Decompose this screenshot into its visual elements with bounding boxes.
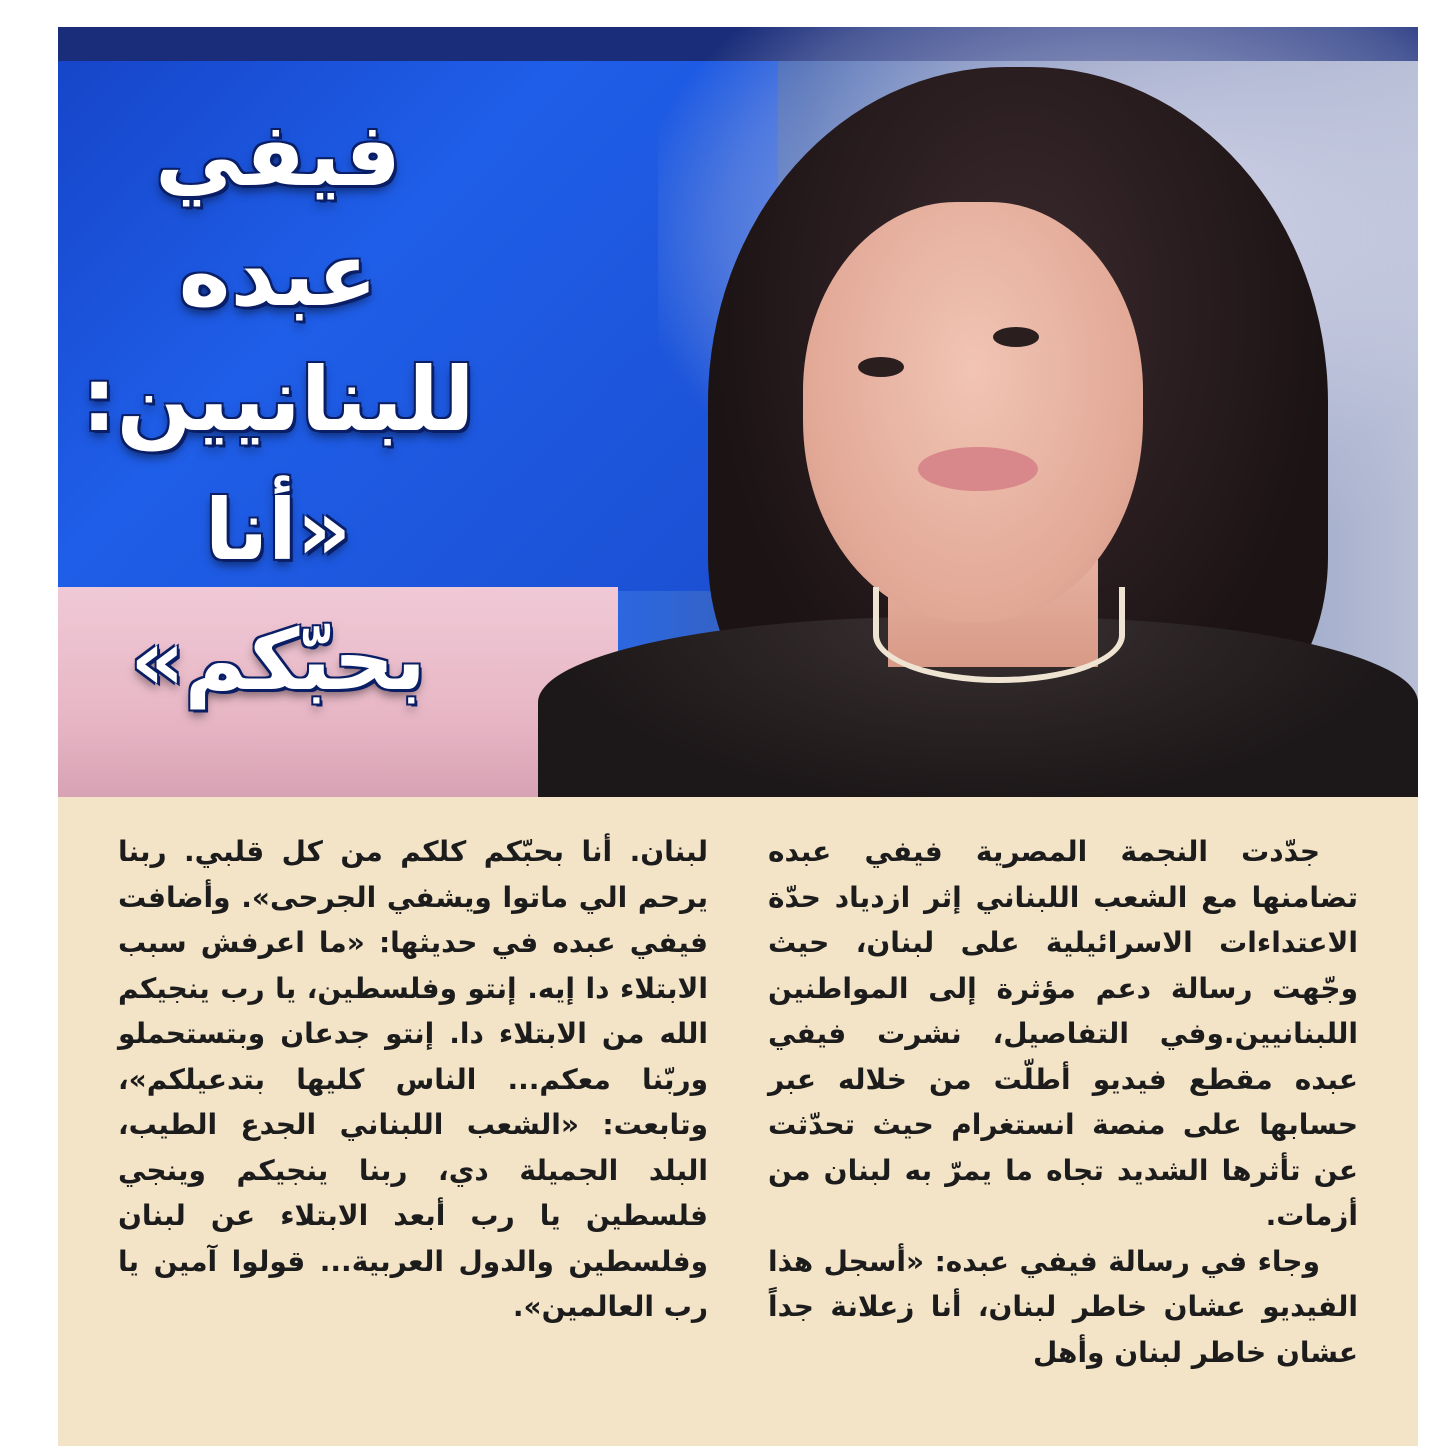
headline-line-2: للبنانيين: bbox=[81, 348, 475, 451]
paragraph-3: لبنان. أنا بحبّكم كلكم من كل قلبي. ربنا يرحم الي ماتوا ويشفي الجرحى». وأضافت فيفي عبده في حديثها: «ما اعرفش سبب الابتلاء دا إيه. إنتو وفلسطين، يا رب ينجيكم الله من الابتلاء دا. إنتو جدعان وبتستحملو وربّنا معكم... الناس كليها بتدعيلكم»، وتابعت: «الشعب اللبناني الجدع الطيب، البلد الجميلة دي، ربنا ينجيكم وينجي فلسطين يا رب أبعد الابتلاء عن لبنان وفلسطين والدول العربية... قولوا آمين يا رب العالمين». bbox=[118, 835, 708, 1323]
paragraph-2: وجاء في رسالة فيفي عبده: «أسجل هذا الفيديو عشان خاطر لبنان، أنا زعلانة جداً عشان خاطر لبنان وأهل bbox=[768, 1244, 1358, 1369]
headline bbox=[68, 95, 488, 725]
lips-shape bbox=[918, 447, 1038, 491]
face-shape bbox=[803, 202, 1143, 622]
necklace-shape bbox=[873, 587, 1125, 683]
article-column-left bbox=[118, 829, 708, 1330]
left-eye bbox=[858, 357, 904, 377]
right-eye bbox=[993, 327, 1039, 347]
headline-line-1: فيفي عبده bbox=[155, 103, 401, 326]
article-column-right bbox=[768, 829, 1358, 1375]
paragraph-1: جدّدت النجمة المصرية فيفي عبده تضامنها مع الشعب اللبناني إثر ازدياد حدّة الاعتداءات الاسرائيلية على لبنان، حيث وجّهت رسالة دعم مؤثرة إلى المواطنين اللبنانيين.وفي التفاصيل، نشرت فيفي عبده مقطع فيديو أطلّت من خلاله عبر حسابها على منصة انستغرام حيث تحدّثت عن تأثرها الشديد تجاه ما يمرّ به لبنان من أزمات. bbox=[768, 835, 1358, 1232]
headline-line-3: «أنا بحبّكم» bbox=[130, 481, 426, 709]
article-body bbox=[58, 797, 1418, 1446]
